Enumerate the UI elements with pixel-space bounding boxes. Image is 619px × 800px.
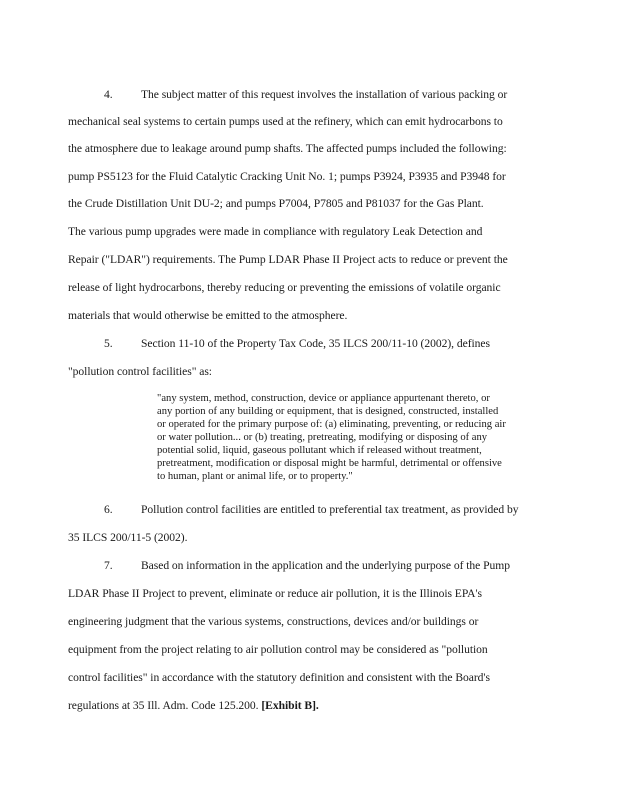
paragraph-line: Based on information in the application and the underlying purpose of the Pump [141,559,510,572]
quote-line: to human, plant or animal life, or to property." [157,471,353,482]
exhibit-reference: [Exhibit B]. [261,699,319,712]
paragraph-line: The various pump upgrades were made in compliance with regulatory Leak Detection and [68,225,483,238]
paragraph-number: 5. [104,337,113,350]
quote-line: potential solid, liquid, gaseous pollutant which if released without treatment, [157,445,482,456]
paragraph-line: The subject matter of this request involves the installation of various packing or [141,88,508,101]
paragraph-line: LDAR Phase II Project to prevent, eliminate or reduce air pollution, it is the Illinois EPA's [68,587,482,600]
paragraph-line: the Crude Distillation Unit DU-2; and pumps P7004, P7805 and P81037 for the Gas Plant. [68,197,484,210]
paragraph-line: 35 ILCS 200/11-5 (2002). [68,531,188,544]
paragraph-line: engineering judgment that the various systems, constructions, devices and/or buildings or [68,615,479,628]
paragraph-line: control facilities" in accordance with the statutory definition and consistent with the Board's [68,671,490,684]
paragraph-line: equipment from the project relating to air pollution control may be considered as "pollution [68,643,488,656]
paragraph-number: 4. [104,88,113,101]
quote-line: or operated for the primary purpose of: (a) eliminating, preventing, or reducing air [157,419,506,430]
paragraph-line: mechanical seal systems to certain pumps used at the refinery, which can emit hydrocarbons to [68,115,503,128]
paragraph-line: pump PS5123 for the Fluid Catalytic Cracking Unit No. 1; pumps P3924, P3935 and P3948 for [68,170,506,183]
paragraph-number: 6. [104,503,113,516]
quote-line: "any system, method, construction, device or appliance appurtenant thereto, or [157,393,490,404]
quote-line: or water pollution... or (b) treating, pretreating, modifying or disposing of any [157,432,488,443]
paragraph-last-line [68,699,548,713]
paragraph-line: Section 11-10 of the Property Tax Code, 35 ILCS 200/11-10 (2002), defines [141,337,490,350]
paragraph-line: regulations at 35 Ill. Adm. Code 125.200. [68,699,259,712]
paragraph-line: release of light hydrocarbons, thereby reducing or preventing the emissions of volatile organic [68,281,501,294]
quote-line: pretreatment, modification or disposal might be harmful, detrimental or offensive [157,458,502,469]
paragraph-line: materials that would otherwise be emitted to the atmosphere. [68,309,348,322]
paragraph-line: Pollution control facilities are entitled to preferential tax treatment, as provided by [141,503,519,516]
paragraph-line: "pollution control facilities" as: [68,365,212,378]
paragraph-line: Repair ("LDAR") requirements. The Pump LDAR Phase II Project acts to reduce or prevent the [68,253,508,266]
paragraph-line: the atmosphere due to leakage around pump shafts. The affected pumps included the following: [68,142,507,155]
quote-line: any portion of any building or equipment, that is designed, constructed, installed [157,406,499,417]
paragraph-number: 7. [104,559,113,572]
